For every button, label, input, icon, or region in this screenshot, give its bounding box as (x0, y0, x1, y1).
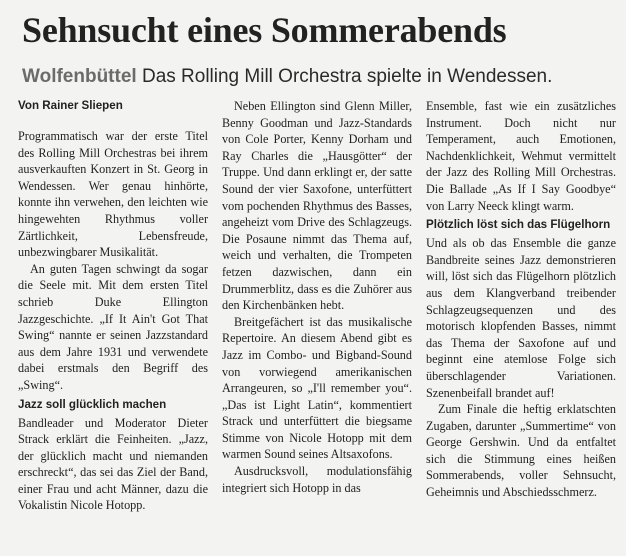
section-subtitle: Jazz soll glücklich machen (18, 397, 167, 411)
subhead-text: Das Rolling Mill Orchestra spielte in Wendessen. (141, 66, 553, 87)
article-column-2 (222, 98, 412, 496)
paragraph: Neben Ellington sind Glenn Miller, Benny Goodman und Jazz-Standards von Cole Porter, Kenny Dorham und Ray Charles die „Hausgötter“ der Truppe. Und dann erklingt er, der satte Sound der vier Saxofone, unterfüttert vom pochenden Rhythmus des Basses, angeheizt vom Drive des Schlagzeugs. Die Posaune nimmt das Thema auf, weich und verhalten, die Trompeten fetzen dazwischen, dann ein Drummerblitz, dass es die Zuhörer aus den Kirchenbänken hebt. (222, 99, 412, 313)
paragraph: Bandleader und Moderator Dieter Strack erklärt die Feinheiten. „Jazz, der glücklich macht und niemanden erschreckt“, das sei das Ziel der Band, einer Frau und acht Männer, dazu die Vokalistin Nicole Hotopp. (18, 415, 208, 513)
article-subhead (22, 64, 622, 90)
article-headline: Sehnsucht eines Sommerabends (22, 10, 507, 50)
paragraph: Programmatisch war der erste Titel des Rolling Mill Orchestras bei ihrem ausverkauften Konzert in St. Georg in Wendessen. Wer genau hinhörte, konnte ihn verwehen, den leichten wie hingewehten Rhythmus voller Zärtlichkeit, Lebensfreude, unbezwingbarer Musikalität. (18, 129, 208, 260)
article-column-3 (426, 98, 616, 501)
section-subtitle: Plötzlich löst sich das Flügelhorn (426, 218, 611, 232)
article-column-1 (18, 98, 208, 514)
paragraph: Zum Finale die heftig erklatschten Zugaben, darunter „Summertime“ von George Gershwin. Und da entfaltet sich die Stimmung eines heißen Sommerabends, voller Sehnsucht, Geheimnis und Abschiedsschmerz. (426, 402, 616, 500)
dateline-place: Wolfenbüttel (22, 66, 137, 87)
paragraph: An guten Tagen schwingt da sogar die Seele mit. Mit dem ersten Titel schrieb Duke Ellington Jazzgeschichte. „If It Ain't Got That Swing“ nannte er seinen Jazzstandard aus dem Jahre 1931 und verwendete dabei erstmals den Begriff des „Swing“. (18, 261, 208, 392)
paragraph: Ensemble, fast wie ein zusätzliches Instrument. Doch nicht nur Temperament, auch Emotionen, Nachdenklichkeit, Wehmut vermittelt der Jazz des Rolling Mill Orchestras. Die Ballade „As If I Say Goodbye“ von Larry Neeck klingt warm. (426, 99, 616, 213)
byline: Von Rainer Sliepen (18, 99, 123, 112)
paragraph: Ausdrucksvoll, modulationsfähig integriert sich Hotopp in das (222, 464, 412, 495)
paragraph: Breitgefächert ist das musikalische Repertoire. An diesem Abend gibt es Jazz im Combo- und Bigband-Sound von vorwiegend amerikanischen Arrangeuren, so „I'll remember you“. „Das ist Light Latin“, kommentiert Strack und unterfüttert die biegsame Stimme von Nicole Hotopp mit dem warmen Sound seines Altsaxofons. (222, 314, 412, 462)
paragraph: Und als ob das Ensemble die ganze Bandbreite seines Jazz demonstrieren will, löst sich das Flügelhorn plötzlich aus dem Klangverband treibender Schlagzeugsequenzen und des motorisch klopfenden Basses, nimmt das Thema der Saxofone auf und beginnt eine atemlose Folge sich überschlagender Variationen. Szenenbeifall brandet auf! (426, 236, 616, 400)
